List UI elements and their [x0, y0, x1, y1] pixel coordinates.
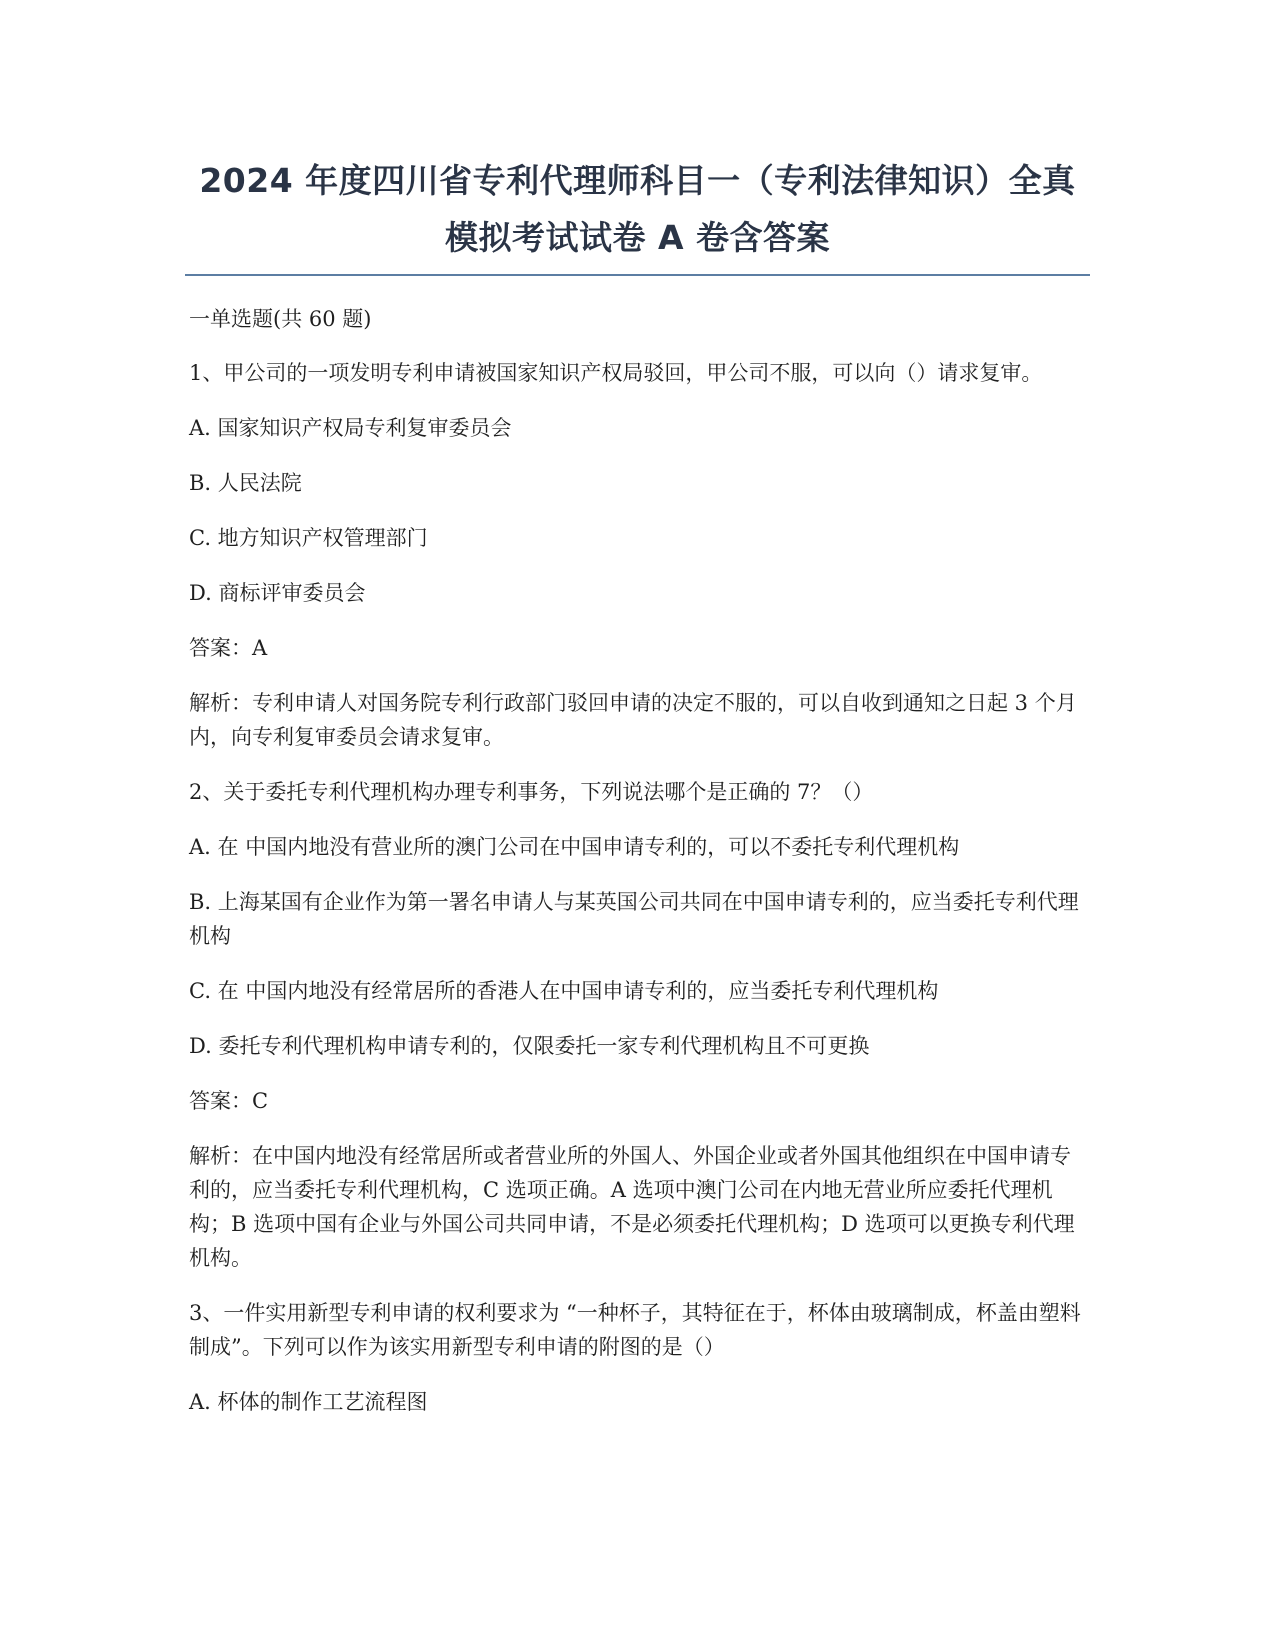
- title-divider: [185, 274, 1090, 276]
- question-1-option-a: A. 国家知识产权局专利复审委员会: [189, 416, 512, 440]
- question-2-stem: 2、关于委托专利代理机构办理专利事务，下列说法哪个是正确的 7？（）: [189, 780, 874, 804]
- question-1-stem: 1、甲公司的一项发明专利申请被国家知识产权局驳回，甲公司不服，可以向（）请求复审。: [189, 361, 1043, 385]
- section-heading: 一单选题(共 60 题): [189, 307, 372, 331]
- question-2-option-a: A. 在 中国内地没有营业所的澳门公司在中国申请专利的，可以不委托专利代理机构: [189, 835, 960, 859]
- question-2-answer: 答案：C: [189, 1089, 269, 1113]
- question-1-option-d: D. 商标评审委员会: [189, 581, 366, 605]
- document-body: [189, 302, 1089, 1440]
- question-1-answer: 答案：A: [189, 636, 268, 660]
- question-2-option-b: B. 上海某国有企业作为第一署名申请人与某英国公司共同在中国申请专利的，应当委托专利代理机构: [189, 890, 1079, 948]
- question-2-analysis: 解析：在中国内地没有经常居所或者营业所的外国人、外国企业或者外国其他组织在中国申请专利的，应当委托专利代理机构，C 选项正确。A 选项中澳门公司在内地无营业所应委托代理机构；B 选项中国有企业与外国公司共同申请，不是必须委托代理机构；D 选项可以更换专利代理机构。: [189, 1144, 1075, 1270]
- question-2-option-c: C. 在 中国内地没有经常居所的香港人在中国申请专利的，应当委托专利代理机构: [189, 979, 939, 1003]
- question-2-option-d: D. 委托专利代理机构申请专利的，仅限委托一家专利代理机构且不可更换: [189, 1034, 870, 1058]
- question-1-option-c: C. 地方知识产权管理部门: [189, 526, 428, 550]
- question-3-option-a: A. 杯体的制作工艺流程图: [189, 1390, 428, 1414]
- title-line-1: 2024 年度四川省专利代理师科目一（专利法律知识）全真: [199, 161, 1076, 200]
- title-line-2: 模拟考试试卷 A 卷含答案: [444, 218, 831, 257]
- question-1-analysis: 解析：专利申请人对国务院专利行政部门驳回申请的决定不服的，可以自收到通知之日起 3 个月内，向专利复审委员会请求复审。: [189, 691, 1077, 749]
- document-title: [185, 152, 1090, 266]
- question-3-stem: 3、一件实用新型专利申请的权利要求为 “一种杯子，其特征在于，杯体由玻璃制成，杯盖由塑料制成”。下列可以作为该实用新型专利申请的附图的是（）: [189, 1301, 1081, 1359]
- question-1-option-b: B. 人民法院: [189, 471, 302, 495]
